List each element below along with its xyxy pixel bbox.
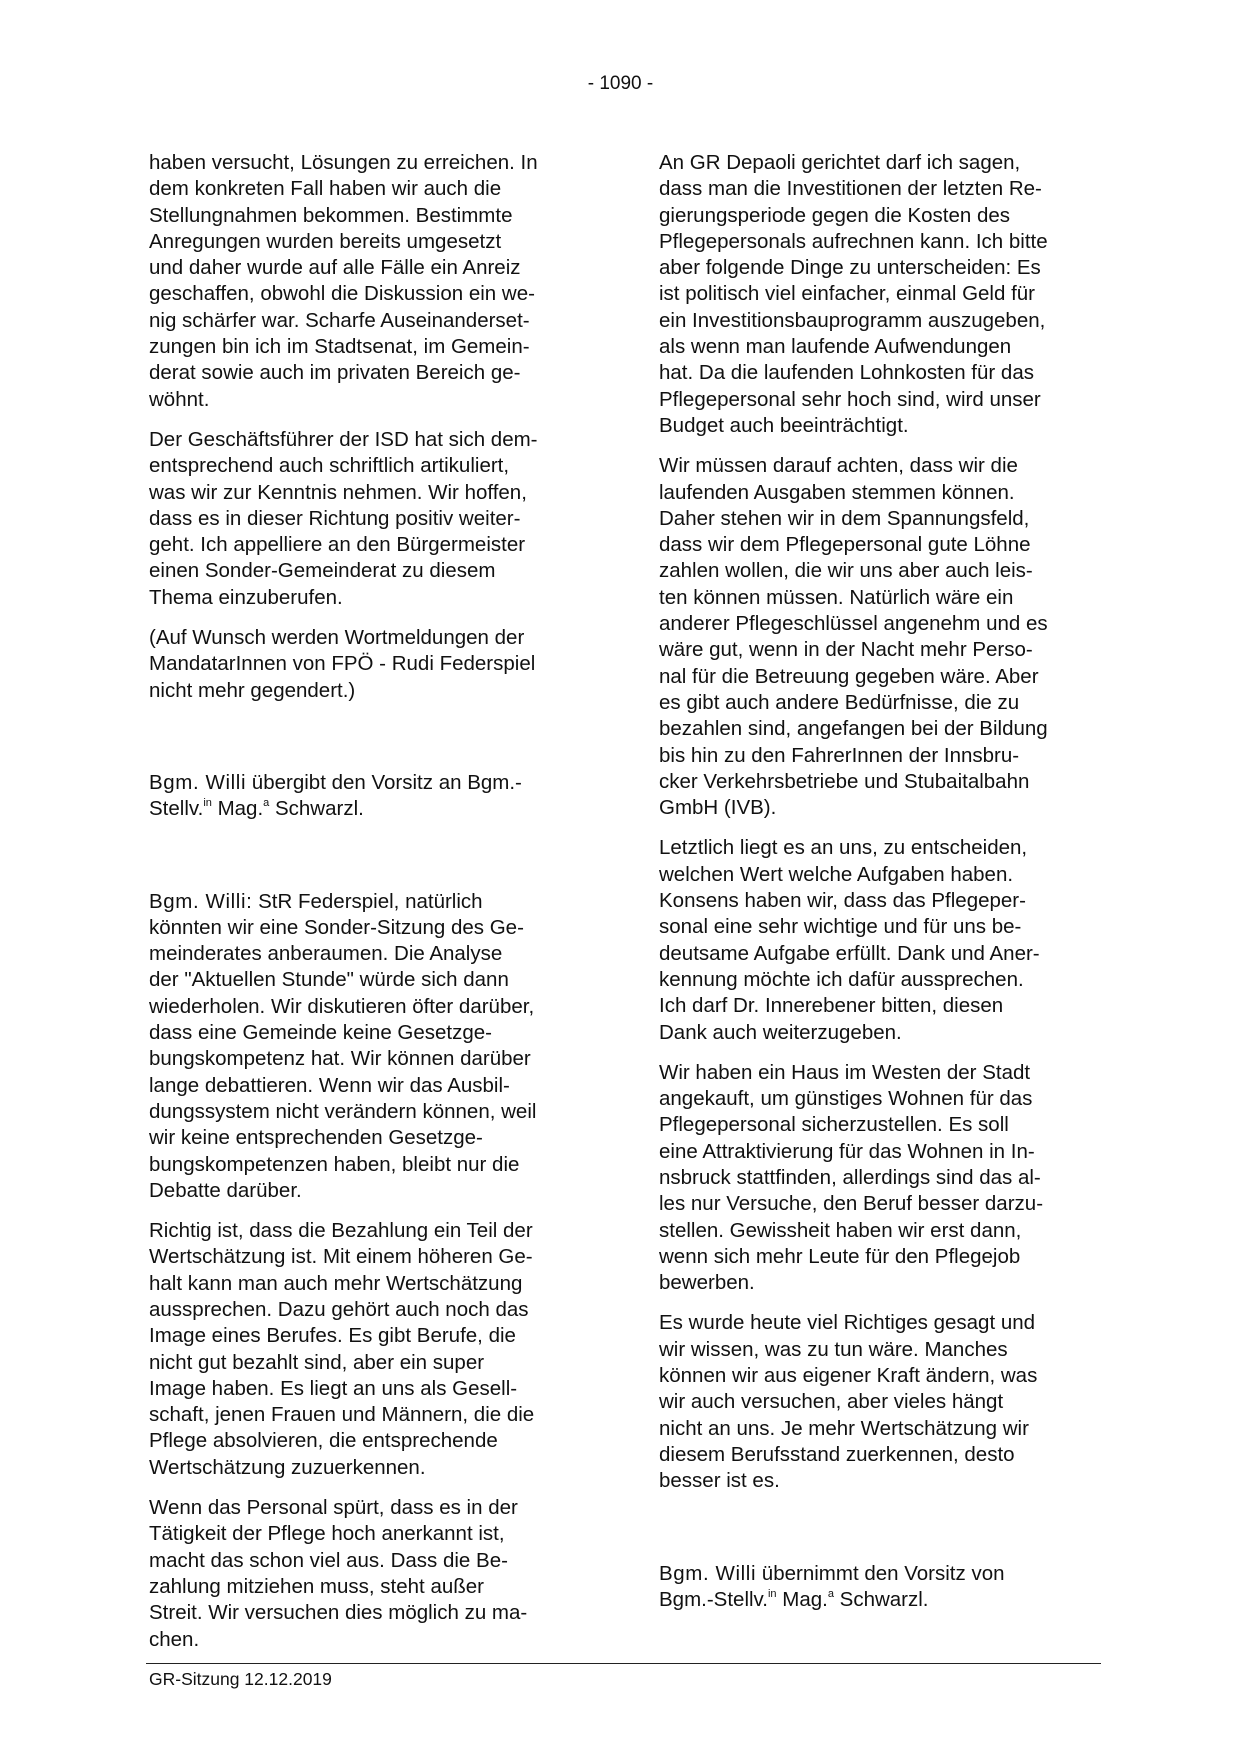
- text-line: Dank auch weiterzugeben.: [659, 1020, 902, 1044]
- text-line: meinderates anberaumen. Die Analyse: [149, 942, 503, 966]
- text-line: Daher stehen wir in dem Spannungsfeld,: [659, 506, 1030, 530]
- paragraph: [659, 453, 1109, 821]
- text-segment: Stellv.: [149, 797, 204, 821]
- text-line: wiederholen. Wir diskutieren öfter darüber,: [149, 994, 535, 1018]
- text-line: Wir haben ein Haus im Westen der Stadt: [659, 1060, 1031, 1084]
- text-line: können wir aus eigener Kraft ändern, was: [659, 1364, 1038, 1388]
- text-line: Ich darf Dr. Innerebener bitten, diesen: [659, 994, 1004, 1018]
- text-line: Pflege absolvieren, die entsprechende: [149, 1429, 498, 1453]
- text-line: nal für die Betreuung gegeben wäre. Aber: [659, 664, 1039, 688]
- text-line: besser ist es.: [659, 1469, 780, 1493]
- text-line: cker Verkehrsbetriebe und Stubaitalbahn: [659, 769, 1030, 793]
- text-line: nig schärfer war. Scharfe Auseinanderset-: [149, 308, 530, 332]
- paragraph: [659, 835, 1109, 1045]
- text-line: bungskompetenzen haben, bleibt nur die: [149, 1152, 520, 1176]
- superscript: in: [203, 797, 212, 810]
- text-line: zahlung mitziehen muss, steht außer: [149, 1574, 484, 1598]
- paragraph: [659, 150, 1109, 439]
- paragraph: [659, 1310, 1109, 1494]
- superscript: a: [263, 797, 270, 810]
- text-line: zahlen wollen, die wir uns aber auch leis-: [659, 559, 1033, 583]
- text-line: Tätigkeit der Pflege hoch anerkannt ist,: [149, 1522, 505, 1546]
- text-line: anderer Pflegeschlüssel angenehm und es: [659, 612, 1048, 636]
- text-line: aussprechen. Dazu gehört auch noch das: [149, 1297, 529, 1321]
- text-line: Pflegepersonal sicherzustellen. Es soll: [659, 1113, 1009, 1137]
- text-line: einen Sonder-Gemeinderat zu diesem: [149, 559, 496, 583]
- text-line: lange debattieren. Wenn wir das Ausbil-: [149, 1073, 510, 1097]
- text-line: ein Investitionsbauprogramm auszugeben,: [659, 308, 1046, 332]
- text-line: Stellungnahmen bekommen. Bestimmte: [149, 203, 513, 227]
- text-segment: Schwarzl.: [269, 797, 364, 821]
- text-line: laufenden Ausgaben stemmen können.: [659, 480, 1015, 504]
- text-line: Pflegepersonals aufrechnen kann. Ich bitte: [659, 229, 1048, 253]
- text-line: Es wurde heute viel Richtiges gesagt und: [659, 1311, 1036, 1335]
- text-line: GmbH (IVB).: [659, 796, 777, 820]
- text-segment: übernimmt den Vorsitz von: [756, 1561, 1005, 1585]
- text-line: Streit. Wir versuchen dies möglich zu ma-: [149, 1601, 528, 1625]
- chair-transfer-note: [659, 1561, 1109, 1614]
- text-line: Konsens haben wir, dass das Pflegeper-: [659, 889, 1026, 913]
- text-line: welchen Wert welche Aufgaben haben.: [659, 862, 1014, 886]
- right-column: [659, 150, 1109, 1627]
- text-line: nsbruck stattfinden, allerdings sind das al-: [659, 1165, 1041, 1189]
- text-line: eine Attraktivierung für das Wohnen in In-: [659, 1139, 1035, 1163]
- text-line: wir keine entsprechenden Gesetzge-: [149, 1126, 483, 1150]
- text-line: wir wissen, was zu tun wäre. Manches: [659, 1337, 1008, 1361]
- text-line: bungskompetenz hat. Wir können darüber: [149, 1047, 531, 1071]
- text-line: les nur Versuche, den Beruf besser darzu-: [659, 1192, 1044, 1216]
- text-line: gierungsperiode gegen die Kosten des: [659, 203, 1011, 227]
- text-line: dem konkreten Fall haben wir auch die: [149, 177, 502, 201]
- text-line: chen.: [149, 1627, 200, 1651]
- speech-lines: [149, 915, 599, 1204]
- text-line: [659, 1587, 1109, 1613]
- paragraph: [149, 150, 599, 413]
- left-column: [149, 150, 599, 1667]
- text-line: Richtig ist, dass die Bezahlung ein Teil der: [149, 1219, 533, 1243]
- text-line: ist politisch viel einfacher, einmal Geld für: [659, 282, 1036, 306]
- speaker-name: Bgm. Willi: [659, 1561, 757, 1585]
- text-line: aber folgende Dinge zu unterscheiden: Es: [659, 256, 1041, 280]
- speaker-name: Bgm. Willi: [149, 770, 247, 794]
- text-line: Anregungen wurden bereits umgesetzt: [149, 229, 502, 253]
- text-line: dass man die Investitionen der letzten Re-: [659, 177, 1042, 201]
- text-line: Image eines Berufes. Es gibt Berufe, die: [149, 1324, 516, 1348]
- spacer: [659, 1509, 1109, 1561]
- text-line: entsprechend auch schriftlich artikuliert,: [149, 454, 510, 478]
- footer-text: GR-Sitzung 12.12.2019: [149, 1669, 332, 1689]
- text-line: An GR Depaoli gerichtet darf ich sagen,: [659, 151, 1021, 174]
- spacer: [149, 718, 599, 770]
- text-line: [149, 770, 599, 796]
- text-line: deutsame Aufgabe erfüllt. Dank und Aner-: [659, 941, 1040, 965]
- paragraph: [149, 1495, 599, 1653]
- text-line: nicht gut bezahlt sind, aber ein super: [149, 1350, 485, 1374]
- text-line: als wenn man laufende Aufwendungen: [659, 335, 1012, 359]
- text-line: diesem Berufsstand zuerkennen, desto: [659, 1442, 1015, 1466]
- text-line: macht das schon viel aus. Dass die Be-: [149, 1548, 508, 1572]
- text-line: Wenn das Personal spürt, dass es in der: [149, 1496, 518, 1520]
- text-line: Letztlich liegt es an uns, zu entscheiden,: [659, 836, 1028, 860]
- text-line: (Auf Wunsch werden Wortmeldungen der: [149, 626, 525, 650]
- text-line: stellen. Gewissheit haben wir erst dann,: [659, 1218, 1022, 1242]
- text-segment: StR Federspiel, natürlich: [252, 889, 483, 913]
- text-segment: Bgm.-Stellv.: [659, 1587, 768, 1611]
- text-line: angekauft, um günstiges Wohnen für das: [659, 1087, 1033, 1111]
- text-line: Image haben. Es liegt an uns als Gesell-: [149, 1376, 518, 1400]
- text-line: wäre gut, wenn in der Nacht mehr Perso-: [659, 638, 1033, 662]
- text-line: es gibt auch andere Bedürfnisse, die zu: [659, 690, 1020, 714]
- text-line: dass es in dieser Richtung positiv weiter-: [149, 506, 521, 530]
- text-segment: Mag.: [211, 797, 264, 821]
- text-line: nicht an uns. Je mehr Wertschätzung wir: [659, 1416, 1029, 1440]
- text-line: wöhnt.: [149, 387, 210, 411]
- text-line: wir auch versuchen, aber vieles hängt: [659, 1390, 1004, 1414]
- text-line: [149, 796, 599, 822]
- text-segment: übergibt den Vorsitz an Bgm.-: [246, 770, 522, 794]
- paragraph: [149, 1218, 599, 1481]
- text-line: dass wir dem Pflegepersonal gute Löhne: [659, 533, 1031, 557]
- text-line: MandatarInnen von FPÖ - Rudi Federspiel: [149, 652, 536, 676]
- text-line: bewerben.: [659, 1271, 755, 1295]
- text-line: halt kann man auch mehr Wertschätzung: [149, 1271, 523, 1295]
- text-line: der "Aktuellen Stunde" würde sich dann: [149, 968, 509, 992]
- chair-transfer-note: [149, 770, 599, 823]
- text-line: und daher wurde auf alle Fälle ein Anreiz: [149, 256, 521, 280]
- footer-divider: [146, 1663, 1101, 1664]
- text-line: kennung möchte ich dafür aussprechen.: [659, 967, 1024, 991]
- text-line: wenn sich mehr Leute für den Pflegejob: [659, 1244, 1021, 1268]
- text-line: bezahlen sind, angefangen bei der Bildung: [659, 717, 1048, 741]
- text-line: was wir zur Kenntnis nehmen. Wir hoffen,: [149, 480, 527, 504]
- paragraph: [659, 1060, 1109, 1297]
- speech-willi: [149, 889, 599, 1205]
- text-line: Pflegepersonal sehr hoch sind, wird unser: [659, 387, 1041, 411]
- text-line: Debatte darüber.: [149, 1178, 302, 1202]
- text-line: ten können müssen. Natürlich wäre ein: [659, 585, 1014, 609]
- text-line: geht. Ich appelliere an den Bürgermeister: [149, 533, 526, 557]
- text-line: derat sowie auch im privaten Bereich ge-: [149, 361, 521, 385]
- speaker-name: Bgm. Willi:: [149, 889, 253, 913]
- text-line: nicht mehr gegendert.): [149, 678, 356, 702]
- text-line: dass eine Gemeinde keine Gesetzge-: [149, 1021, 493, 1045]
- text-line: [659, 1561, 1109, 1587]
- superscript: a: [827, 1587, 834, 1600]
- text-line: [149, 889, 599, 915]
- text-line: Der Geschäftsführer der ISD hat sich dem-: [149, 427, 538, 451]
- paragraph: [149, 625, 599, 704]
- text-line: Wir müssen darauf achten, dass wir die: [659, 454, 1018, 478]
- text-line: haben versucht, Lösungen zu erreichen. In: [149, 151, 538, 174]
- text-line: geschaffen, obwohl die Diskussion ein we-: [149, 282, 535, 306]
- spacer: [149, 837, 599, 889]
- paragraph: [149, 427, 599, 611]
- text-segment: Schwarzl.: [833, 1587, 929, 1611]
- text-line: bis hin zu den FahrerInnen der Innsbru-: [659, 743, 1020, 767]
- text-line: schaft, jenen Frauen und Männern, die die: [149, 1403, 535, 1427]
- text-line: könnten wir eine Sonder-Sitzung des Ge-: [149, 915, 524, 939]
- text-line: dungssystem nicht verändern können, weil: [149, 1099, 537, 1123]
- superscript: in: [767, 1587, 777, 1600]
- text-line: Thema einzuberufen.: [149, 585, 343, 609]
- text-line: sonal eine sehr wichtige und für uns be-: [659, 915, 1022, 939]
- text-line: Wertschätzung ist. Mit einem höheren Ge-: [149, 1245, 533, 1269]
- page-number: - 1090 -: [587, 73, 654, 94]
- text-line: hat. Da die laufenden Lohnkosten für das: [659, 361, 1034, 385]
- text-line: Wertschätzung zuzuerkennen.: [149, 1455, 426, 1479]
- text-segment: Mag.: [776, 1587, 828, 1611]
- text-line: zungen bin ich im Stadtsenat, im Gemein-: [149, 335, 530, 359]
- text-line: Budget auch beeinträchtigt.: [659, 413, 909, 437]
